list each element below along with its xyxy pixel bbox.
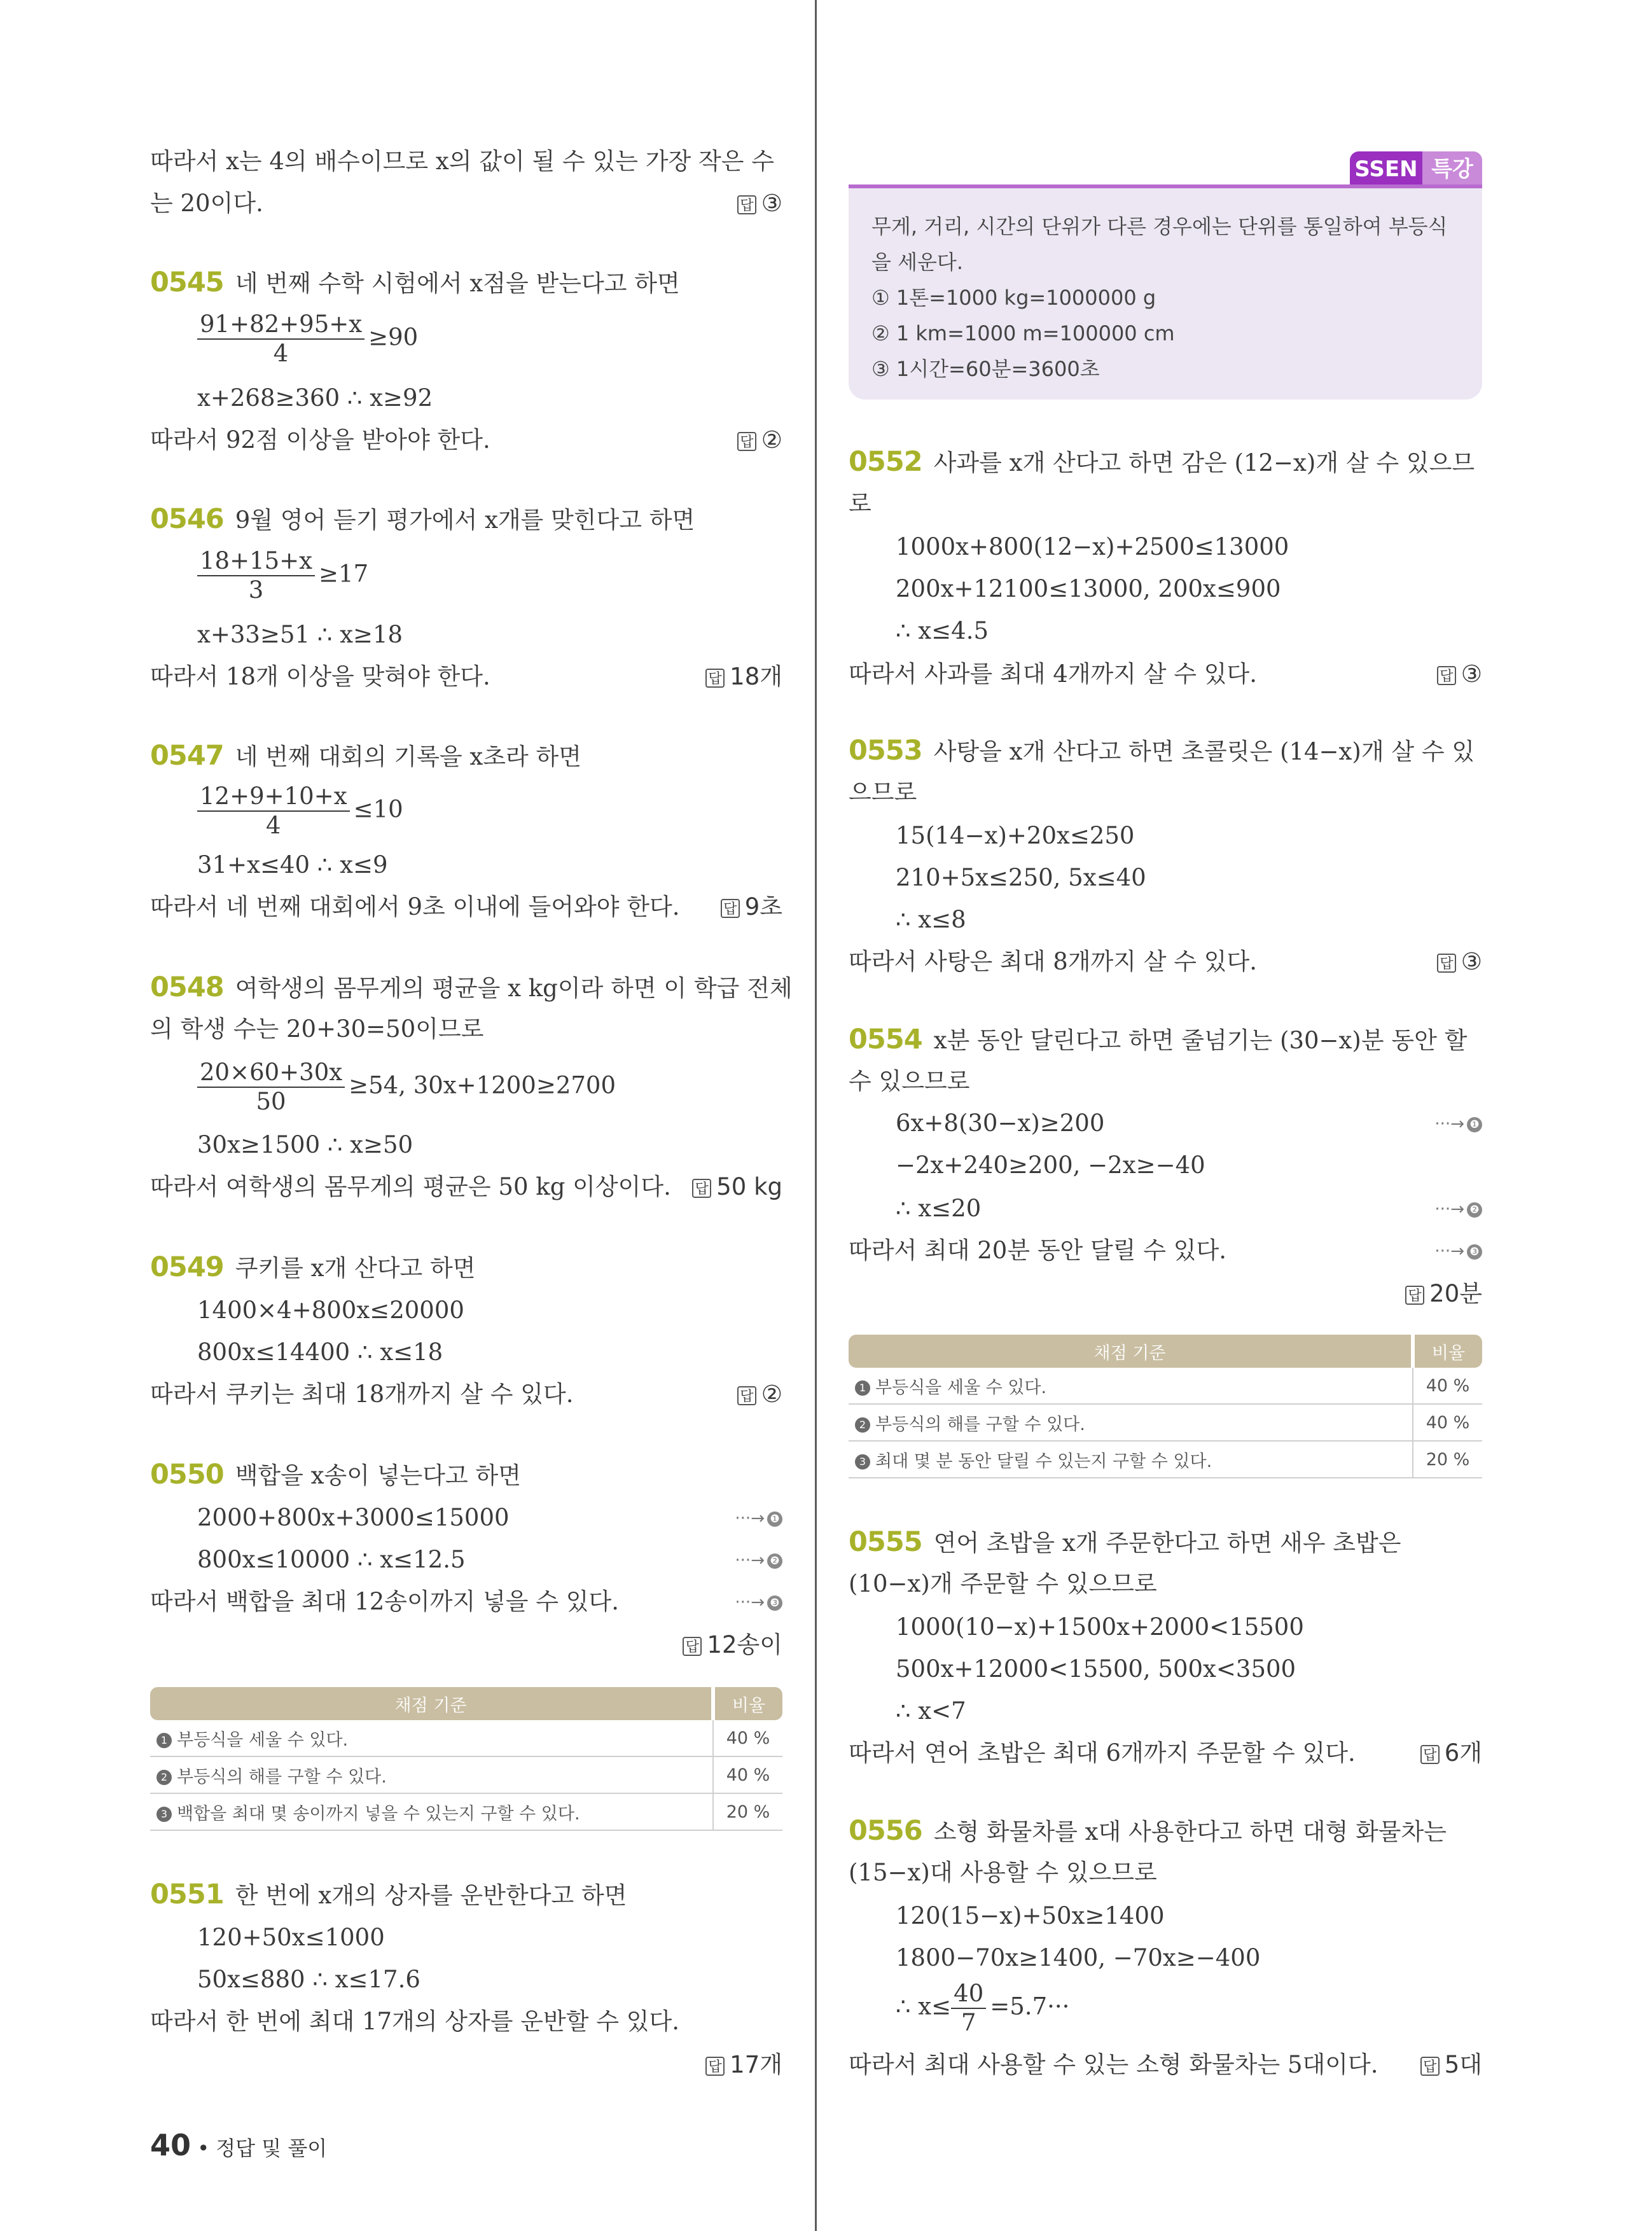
criteria-cell: [150, 1720, 713, 1756]
step-number: ❸: [1467, 1244, 1482, 1260]
step-number: 1: [855, 1380, 870, 1396]
answer-0547: [721, 891, 782, 924]
problem-number: 0545: [150, 267, 224, 298]
ratio-cell: 40 %: [713, 1756, 782, 1793]
answer-0555: [1420, 1737, 1482, 1770]
answer-0554: [1405, 1277, 1482, 1310]
step-marker-2: ···→ ❷: [1434, 1200, 1482, 1219]
step-marker-1: ···→ ❶: [735, 1509, 782, 1528]
problem-0550-conclusion: 따라서 백합을 최대 12송이까지 넣을 수 있다.: [150, 1588, 620, 1615]
table-header: [150, 1687, 782, 1720]
answer-0545: [737, 424, 782, 457]
header-ratio: 비율: [1413, 1335, 1482, 1368]
problem-0548-conclusion: 따라서 여학생의 몸무게의 평균은 50 kg 이상이다.: [150, 1173, 671, 1200]
problem-0546-lead: [150, 503, 695, 538]
criteria-text: 부등식을 세울 수 있다.: [177, 1730, 349, 1750]
problem-number: 0552: [849, 446, 922, 478]
criteria-text: 부등식의 해를 구할 수 있다.: [875, 1414, 1085, 1435]
fraction: [951, 1980, 986, 2037]
problem-0550-line1: 2000+800x+3000≤15000: [197, 1504, 510, 1531]
criteria-cell: [150, 1793, 713, 1830]
answer-value: 6개: [1444, 1739, 1482, 1767]
problem-0551-lead: [150, 1878, 627, 1914]
tip-line: ① 1톤=1000 kg=1000000 g: [871, 286, 1156, 310]
fraction-rest: ≥17: [319, 560, 369, 588]
fraction-denominator: 3: [248, 576, 264, 604]
answer-0549: [737, 1378, 782, 1411]
table-row: [150, 1756, 782, 1793]
problem-0551-line1: 120+50x≤1000: [197, 1924, 385, 1951]
fraction-rest: ≥54, 30x+1200≥2700: [349, 1071, 616, 1099]
problem-0555-lead: [849, 1526, 1401, 1561]
problem-0555-line2: 500x+12000<15500, 500x<3500: [896, 1655, 1296, 1683]
table-row: [849, 1368, 1482, 1404]
scoring-table-0554: [849, 1335, 1482, 1478]
problem-0555-lead2: (10−x)개 주문할 수 있으므로: [849, 1570, 1157, 1597]
problem-number: 0548: [150, 971, 224, 1003]
footer-label: • 정답 및 풀이: [197, 2136, 328, 2160]
problem-0553-lead: [849, 734, 1475, 770]
problem-text: 한 번에 x개의 상자를 운반한다고 하면: [235, 1882, 627, 1909]
problem-number: 0549: [150, 1251, 224, 1283]
problem-0556-lead: [849, 1814, 1447, 1850]
problem-0552-line3: ∴ x≤4.5: [896, 617, 989, 644]
page-footer: [150, 2128, 327, 2162]
scoring-table-0550: [150, 1687, 782, 1831]
step-number: ❶: [767, 1512, 782, 1527]
answer-mark-icon: 답: [1405, 1286, 1424, 1305]
problem-text: 백합을 x송이 넣는다고 하면: [235, 1462, 521, 1489]
problem-0548-line2: 30x≥1500 ∴ x≥50: [197, 1131, 413, 1158]
fraction: [197, 310, 364, 368]
page-number: 40: [150, 2128, 191, 2162]
fraction-numerator: 18+15+x: [197, 547, 315, 576]
tip-line: ② 1 km=1000 m=100000 cm: [871, 321, 1175, 345]
intro-line-1: 따라서 x는 4의 배수이므로 x의 값이 될 수 있는 가장 작은 수: [150, 148, 774, 175]
fraction-rest: ≤10: [353, 795, 403, 823]
line-prefix: ∴ x≤: [896, 1992, 952, 2020]
problem-0548-lead2: 의 학생 수는 20+30=50이므로: [150, 1015, 484, 1043]
problem-number: 0550: [150, 1459, 224, 1491]
step-number: ❶: [1467, 1117, 1482, 1132]
problem-0551-conclusion: 따라서 한 번에 최대 17개의 상자를 운반할 수 있다.: [150, 2008, 680, 2035]
fraction-denominator: 4: [266, 812, 281, 839]
answer-mark-icon: 답: [705, 2057, 725, 2076]
problem-number: 0553: [849, 735, 922, 767]
problem-0553-lead2: 으므로: [849, 779, 917, 806]
ratio-cell: 20 %: [1413, 1441, 1482, 1478]
problem-text: 네 번째 대회의 기록을 x초라 하면: [235, 743, 582, 770]
criteria-cell: [849, 1404, 1413, 1441]
answer-0551: [705, 2048, 782, 2082]
problem-0553-line3: ∴ x≤8: [896, 906, 966, 933]
criteria-cell: [150, 1756, 713, 1793]
answer-mark-icon: 답: [737, 1386, 756, 1405]
problem-text: 사탕을 x개 산다고 하면 초콜릿은 (14−x)개 살 수 있: [933, 738, 1475, 765]
problem-number: 0554: [849, 1024, 922, 1055]
ratio-cell: 40 %: [1413, 1404, 1482, 1441]
step-number: 1: [156, 1733, 172, 1748]
answer-mark-icon: 답: [1420, 2057, 1440, 2076]
fraction-rest: ≥90: [368, 323, 419, 351]
problem-0554-conclusion: 따라서 최대 20분 동안 달릴 수 있다.: [849, 1237, 1227, 1264]
answer-mark-icon: 답: [692, 1179, 711, 1198]
step-number: ❷: [767, 1553, 782, 1569]
problem-0553-conclusion: 따라서 사탕은 최대 8개까지 살 수 있다.: [849, 948, 1257, 975]
problem-0550-line2: 800x≤10000 ∴ x≤12.5: [197, 1546, 466, 1573]
header-criteria: 채점 기준: [849, 1335, 1413, 1368]
problem-0545-conclusion: 따라서 92점 이상을 받아야 한다.: [150, 426, 490, 454]
ssen-badge: SSEN: [1350, 151, 1422, 187]
problem-number: 0555: [849, 1526, 922, 1558]
table-row: [150, 1720, 782, 1756]
answer-value: ②: [761, 426, 782, 454]
criteria-text: 부등식의 해를 구할 수 있다.: [177, 1767, 387, 1787]
answer-mark-icon: 답: [1437, 954, 1456, 973]
tip-box: [849, 184, 1482, 400]
problem-0547-line2: 31+x≤40 ∴ x≤9: [197, 851, 388, 879]
problem-0551-line2: 50x≤880 ∴ x≤17.6: [197, 1966, 420, 1993]
problem-0554-line2: −2x+240≥200, −2x≥−40: [896, 1151, 1205, 1179]
problem-0553-line2: 210+5x≤250, 5x≤40: [896, 864, 1146, 891]
problem-0555-line1: 1000(10−x)+1500x+2000<15500: [896, 1613, 1304, 1641]
criteria-text: 최대 몇 분 동안 달릴 수 있는지 구할 수 있다.: [875, 1451, 1212, 1471]
intro-line-2: 는 20이다.: [150, 190, 263, 217]
tip-line: 을 세운다.: [871, 250, 963, 274]
problem-0556-line3: [896, 1980, 1069, 2041]
tip-line: ③ 1시간=60분=3600초: [871, 357, 1100, 381]
answer-0548: [692, 1171, 782, 1204]
answer-value: 5대: [1444, 2051, 1482, 2078]
problem-0556-conclusion: 따라서 최대 사용할 수 있는 소형 화물차는 5대이다.: [849, 2051, 1378, 2078]
fraction-denominator: 7: [961, 2009, 976, 2036]
problem-0554-lead2: 수 있으므로: [849, 1067, 970, 1095]
step-marker-3: ···→ ❸: [1434, 1242, 1482, 1261]
problem-0545-line2: x+268≥360 ∴ x≥92: [197, 384, 433, 412]
problem-0549-lead: [150, 1251, 476, 1286]
problem-0552-conclusion: 따라서 사과를 최대 4개까지 살 수 있다.: [849, 660, 1257, 688]
problem-0552-line2: 200x+12100≤13000, 200x≤900: [896, 575, 1281, 602]
problem-0554-line3: ∴ x≤20: [896, 1195, 982, 1222]
header-ratio: 비율: [713, 1687, 782, 1720]
table-header: [849, 1335, 1482, 1368]
problem-0555-line3: ∴ x<7: [896, 1697, 966, 1725]
fraction-numerator: 40: [951, 1980, 986, 2009]
problem-0549-line2: 800x≤14400 ∴ x≤18: [197, 1338, 443, 1366]
answer-value: 20분: [1429, 1280, 1482, 1307]
problem-0553-line1: 15(14−x)+20x≤250: [896, 822, 1135, 849]
line-suffix: =5.7···: [990, 1992, 1070, 2020]
problem-0546-conclusion: 따라서 18개 이상을 맞혀야 한다.: [150, 663, 490, 690]
problem-0556-lead2: (15−x)대 사용할 수 있으므로: [849, 1859, 1157, 1886]
ratio-cell: 40 %: [1413, 1368, 1482, 1404]
table-row: [849, 1441, 1482, 1478]
step-number: 3: [855, 1454, 870, 1470]
problem-0547-fraction: [197, 782, 403, 844]
answer-value: 17개: [730, 2051, 782, 2078]
problem-text: 사과를 x개 산다고 하면 감은 (12−x)개 살 수 있으므: [933, 449, 1475, 476]
problem-0546-line2: x+33≥51 ∴ x≥18: [197, 621, 403, 648]
answer-mark-icon: 답: [683, 1637, 702, 1656]
criteria-text: 백합을 최대 몇 송이까지 넣을 수 있는지 구할 수 있다.: [177, 1804, 580, 1824]
answer-value: ②: [761, 1380, 782, 1408]
step-number: ❸: [767, 1595, 782, 1611]
answer-value: 18개: [730, 663, 782, 690]
ratio-cell: 20 %: [713, 1793, 782, 1830]
step-marker-1: ···→ ❶: [1434, 1115, 1482, 1134]
step-number: 3: [156, 1807, 172, 1822]
answer-mark-icon: 답: [1437, 666, 1456, 685]
problem-0545-fraction: [197, 310, 418, 372]
fraction-denominator: 50: [256, 1088, 286, 1115]
step-number: 2: [855, 1417, 870, 1433]
problem-0556-line2: 1800−70x≥1400, −70x≥−400: [896, 1944, 1261, 1971]
problem-text: x분 동안 달린다고 하면 줄넘기는 (30−x)분 동안 할: [933, 1027, 1468, 1054]
fraction: [197, 782, 350, 840]
fraction-denominator: 4: [273, 340, 289, 367]
problem-0547-conclusion: 따라서 네 번째 대회에서 9초 이내에 들어와야 한다.: [150, 893, 680, 921]
problem-text: 여학생의 몸무게의 평균을 x kg이라 하면 이 학급 전체: [235, 975, 793, 1002]
problem-text: 9월 영어 듣기 평가에서 x개를 맞힌다고 하면: [235, 506, 695, 534]
answer-value: 50 kg: [716, 1173, 782, 1200]
fraction-numerator: 12+9+10+x: [197, 782, 350, 812]
answer-mark-icon: 답: [737, 195, 756, 214]
header-criteria: 채점 기준: [150, 1687, 713, 1720]
problem-text: 쿠키를 x개 산다고 하면: [235, 1255, 476, 1282]
problem-0556-line1: 120(15−x)+50x≥1400: [896, 1902, 1165, 1929]
answer-mark-icon: 답: [1420, 1745, 1440, 1764]
problem-0547-lead: [150, 739, 581, 775]
tip-line: 무게, 거리, 시간의 단위가 다른 경우에는 단위를 통일하여 부등식: [871, 214, 1448, 239]
answer-0556: [1420, 2048, 1482, 2082]
criteria-text: 부등식을 세울 수 있다.: [875, 1377, 1047, 1398]
problem-0550-lead: [150, 1458, 521, 1494]
answer-0546: [705, 660, 782, 693]
criteria-cell: [849, 1368, 1413, 1404]
problem-text: 네 번째 수학 시험에서 x점을 받는다고 하면: [235, 270, 680, 297]
problem-number: 0556: [849, 1815, 922, 1847]
step-marker-3: ···→ ❸: [735, 1593, 782, 1612]
problem-number: 0551: [150, 1879, 224, 1910]
ratio-cell: 40 %: [713, 1720, 782, 1756]
answer-mark-icon: 답: [705, 669, 725, 688]
problem-text: 소형 화물차를 x대 사용한다고 하면 대형 화물차는: [933, 1818, 1447, 1845]
problem-0554-lead: [849, 1023, 1467, 1059]
problem-0552-lead2: 로: [849, 490, 871, 517]
answer-mark-icon: 답: [721, 899, 740, 918]
problem-0549-line1: 1400×4+800x≤20000: [197, 1296, 464, 1324]
step-marker-2: ···→ ❷: [735, 1551, 782, 1570]
problem-0552-line1: 1000x+800(12−x)+2500≤13000: [896, 533, 1289, 560]
problem-0546-fraction: [197, 547, 368, 608]
answer-value: 12송이: [707, 1631, 782, 1658]
step-number: 2: [156, 1770, 172, 1785]
problem-0549-conclusion: 따라서 쿠키는 최대 18개까지 살 수 있다.: [150, 1380, 574, 1408]
problem-number: 0547: [150, 740, 224, 772]
table-row: [849, 1404, 1482, 1441]
fraction: [197, 1059, 345, 1116]
answer-0550: [683, 1629, 782, 1662]
answer-value: ③: [1461, 948, 1482, 975]
special-lecture-badge: 특강: [1422, 151, 1482, 187]
step-number: ❷: [1467, 1202, 1482, 1218]
fraction: [197, 547, 315, 604]
problem-0554-line1: 6x+8(30−x)≥200: [896, 1109, 1105, 1137]
problem-text: 연어 초밥을 x개 주문한다고 하면 새우 초밥은: [933, 1529, 1401, 1557]
fraction-numerator: 20×60+30x: [197, 1059, 345, 1088]
problem-0548-lead: [150, 971, 793, 1006]
answer-0552: [1437, 658, 1482, 691]
answer-mark-icon: 답: [737, 432, 756, 451]
answer-0553: [1437, 945, 1482, 978]
problem-0548-fraction: [197, 1059, 616, 1120]
answer-value: ③: [761, 190, 782, 217]
problem-0555-conclusion: 따라서 연어 초밥은 최대 6개까지 주문할 수 있다.: [849, 1739, 1356, 1767]
criteria-cell: [849, 1441, 1413, 1478]
problem-0545-lead: [150, 266, 680, 302]
answer-value: ③: [1461, 660, 1482, 688]
answer-intro: [737, 187, 782, 220]
problem-0552-lead: [849, 445, 1475, 481]
table-row: [150, 1793, 782, 1830]
fraction-numerator: 91+82+95+x: [197, 310, 364, 340]
answer-value: 9초: [744, 893, 782, 921]
column-divider: [815, 0, 817, 2231]
problem-number: 0546: [150, 503, 224, 535]
